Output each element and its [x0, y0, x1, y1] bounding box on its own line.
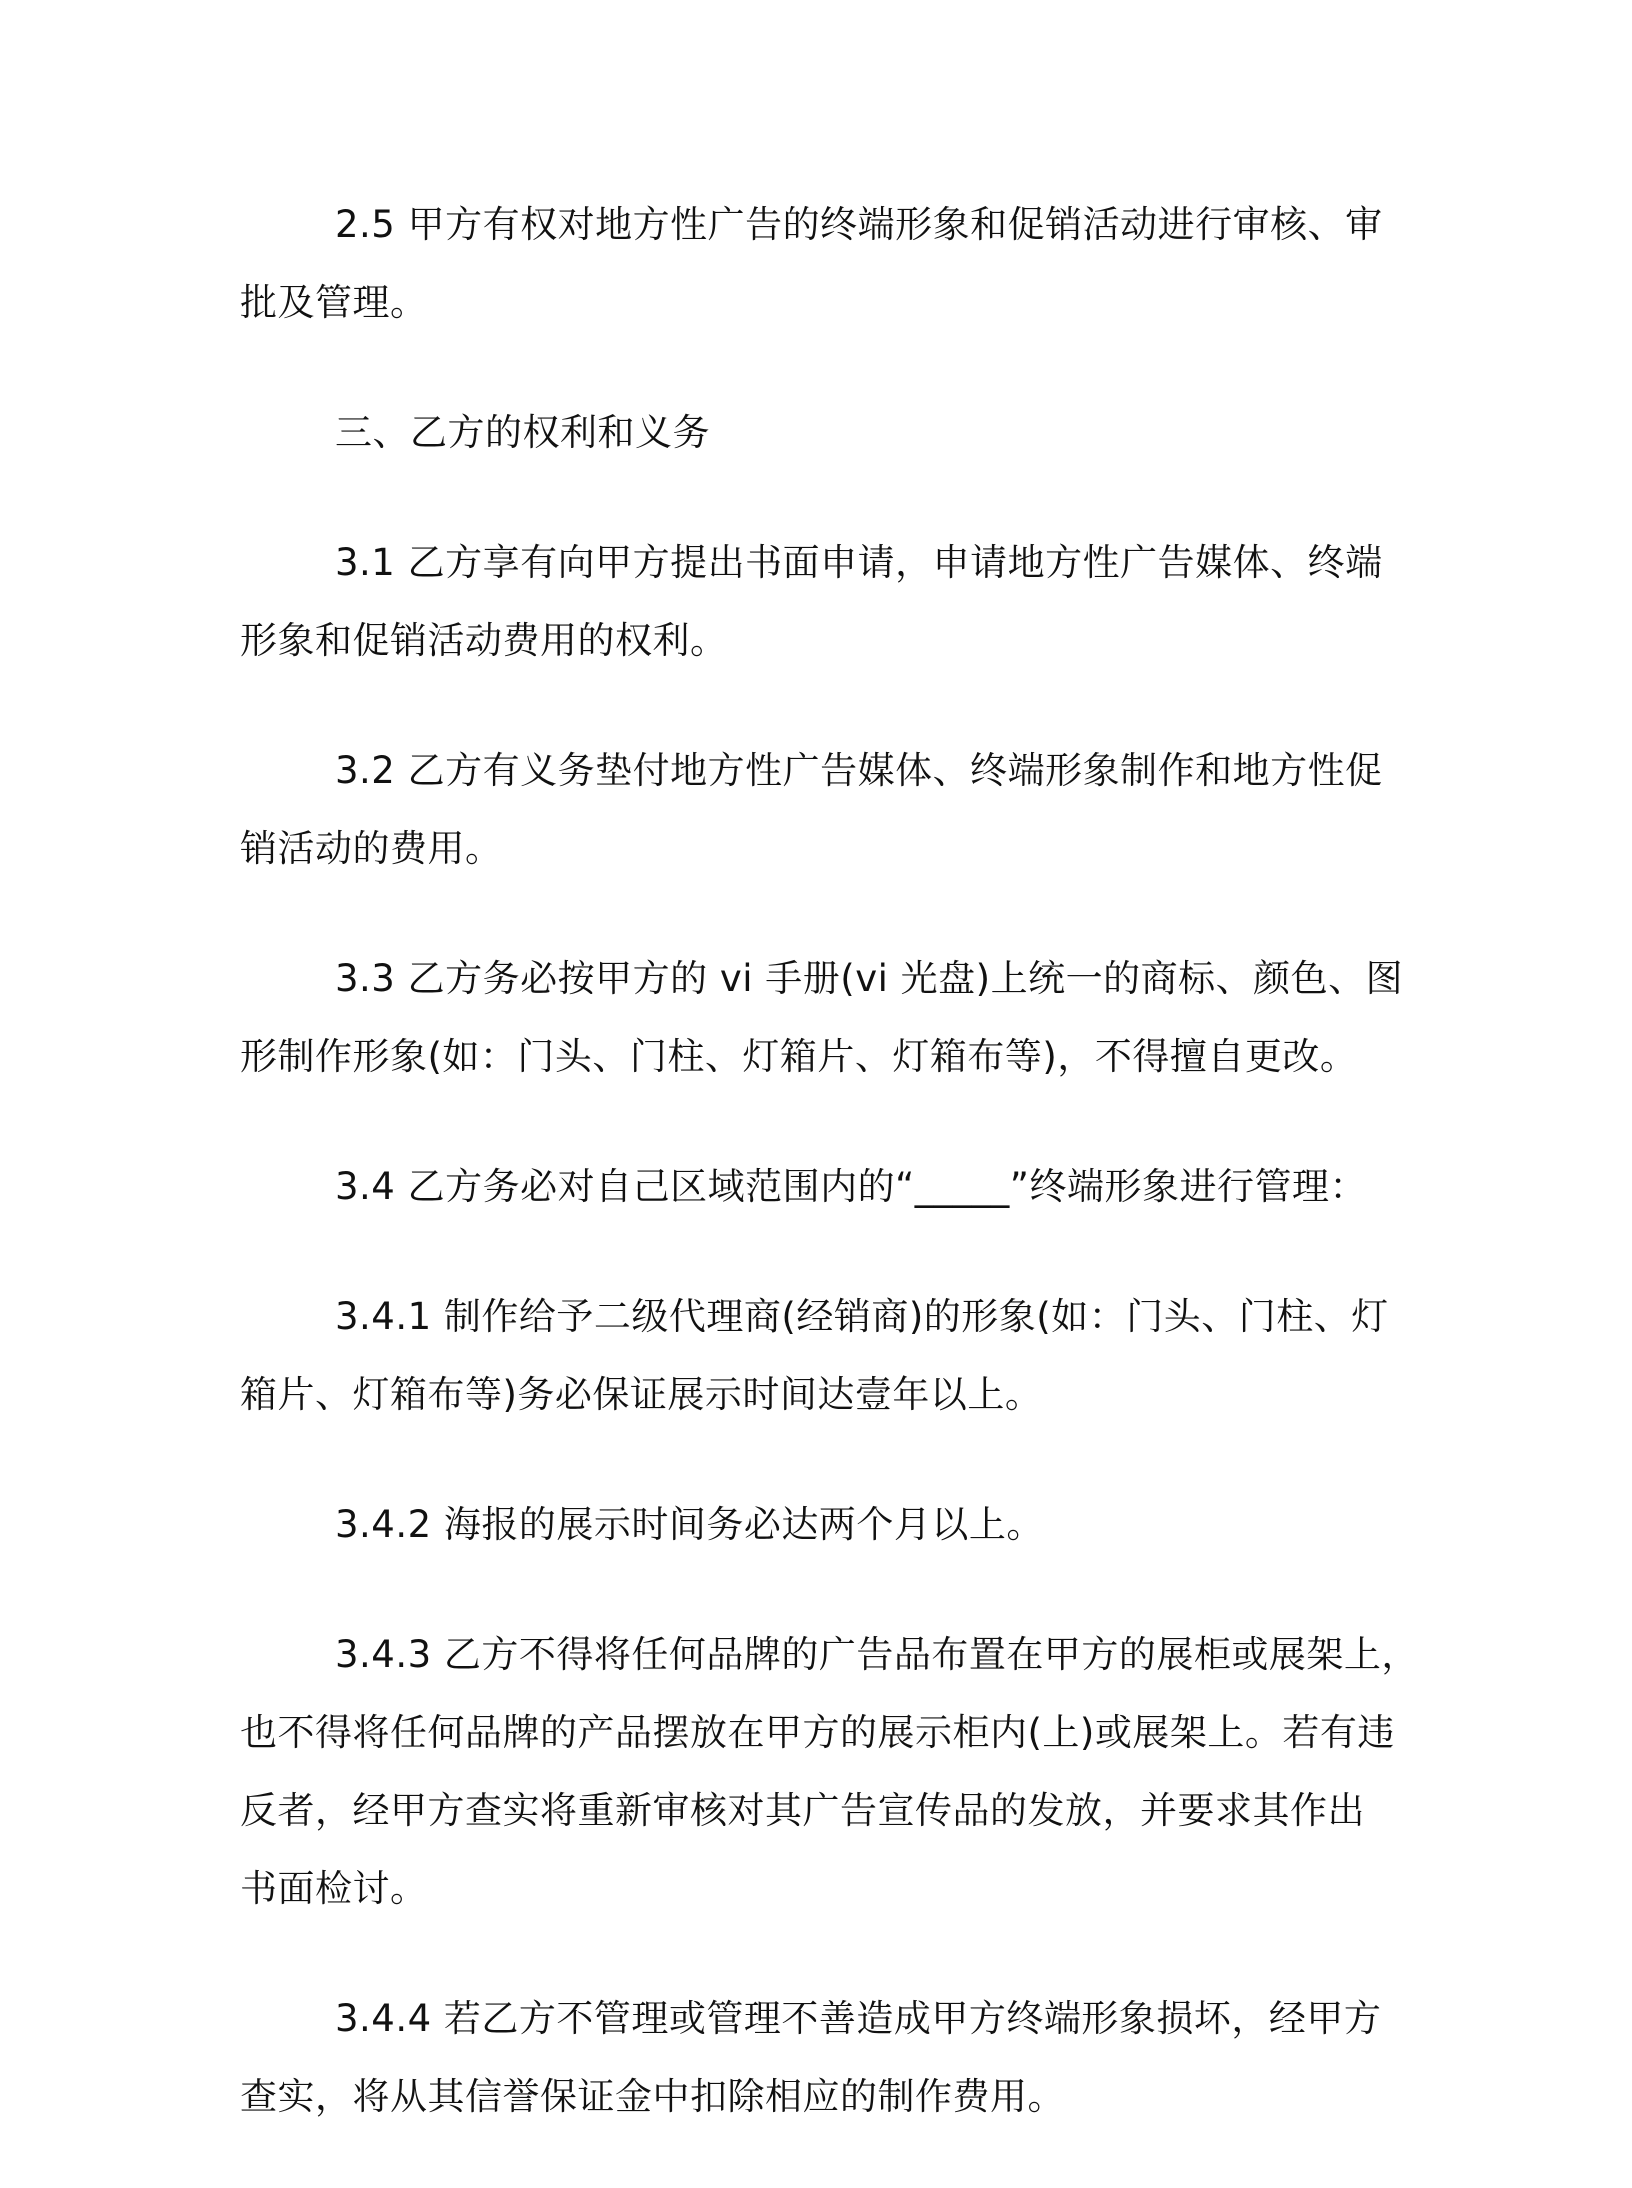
clause-2-5 — [240, 186, 1388, 342]
section-heading-3 — [240, 394, 1388, 472]
clause-3-4-4 — [240, 1980, 1388, 2136]
clause-3-3 — [240, 940, 1404, 1096]
text-line: 形象和促销活动费用的权利。 — [240, 619, 728, 662]
text-line: 3.4.4 若乙方不管理或管理不善造成甲方终端形象损坏，经甲方 — [335, 1997, 1382, 2040]
text-line: 反者，经甲方查实将重新审核对其广告宣传品的发放，并要求其作出 — [240, 1789, 1365, 1832]
clause-3-4-3 — [240, 1616, 1419, 1928]
text-line: 销活动的费用。 — [240, 827, 503, 870]
text-line: 2.5 甲方有权对地方性广告的终端形象和促销活动进行审核、审 — [335, 203, 1383, 246]
text-line: 3.4.2 海报的展示时间务必达两个月以上。 — [335, 1503, 1044, 1546]
text-line: 3.3 乙方务必按甲方的 vi 手册(vi 光盘)上统一的商标、颜色、图 — [335, 957, 1404, 1000]
text-line: 3.4.3 乙方不得将任何品牌的广告品布置在甲方的展柜或展架上， — [335, 1633, 1419, 1676]
text-line: 3.2 乙方有义务垫付地方性广告媒体、终端形象制作和地方性促 — [335, 749, 1383, 792]
clause-3-4-2 — [240, 1486, 1388, 1564]
clause-3-4-1 — [240, 1278, 1388, 1434]
text-line: 形制作形象(如：门头、门柱、灯箱片、灯箱布等)，不得擅自更改。 — [240, 1035, 1358, 1078]
clause-3-1 — [240, 524, 1388, 680]
text-line: 批及管理。 — [240, 281, 428, 324]
text-line: 箱片、灯箱布等)务必保证展示时间达壹年以上。 — [240, 1373, 1043, 1416]
text-line: 也不得将任何品牌的产品摆放在甲方的展示柜内(上)或展架上。若有违 — [240, 1711, 1395, 1754]
clause-3-2 — [240, 732, 1388, 888]
document-body — [240, 186, 1419, 2188]
text-line: 书面检讨。 — [240, 1867, 428, 1910]
text-line: 3.1 乙方享有向甲方提出书面申请，申请地方性广告媒体、终端 — [335, 541, 1383, 584]
clause-3-4 — [240, 1148, 1388, 1226]
text-line: 三、乙方的权利和义务 — [335, 411, 710, 454]
text-line: 查实，将从其信誉保证金中扣除相应的制作费用。 — [240, 2075, 1065, 2118]
text-line: 3.4 乙方务必对自己区域范围内的“_____”终端形象进行管理： — [335, 1165, 1367, 1208]
text-line: 3.4.1 制作给予二级代理商(经销商)的形象(如：门头、门柱、灯 — [335, 1295, 1389, 1338]
